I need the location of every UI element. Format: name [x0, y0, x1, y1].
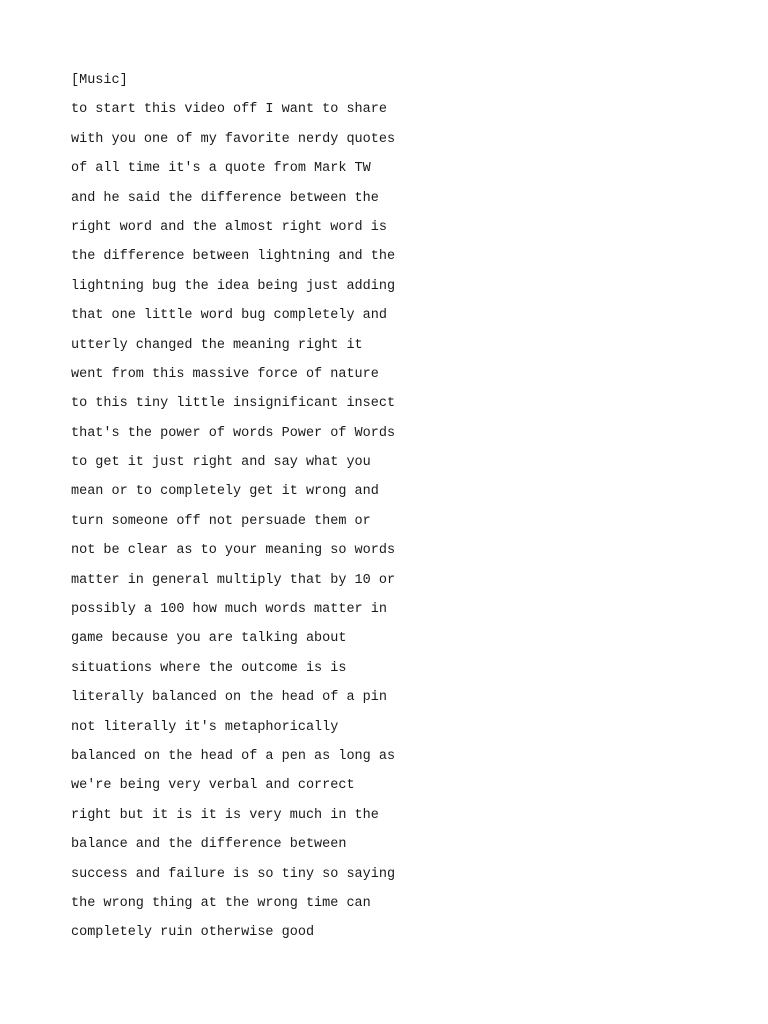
transcript-line: right word and the almost right word is [71, 219, 387, 235]
transcript-line: not literally it's metaphorically [71, 719, 339, 735]
transcript-line: not be clear as to your meaning so words [71, 543, 396, 559]
transcript-line: literally balanced on the head of a pin [71, 690, 387, 706]
transcript-line: situations where the outcome is is [71, 660, 347, 676]
transcript-line: completely ruin otherwise good [71, 925, 315, 941]
transcript-line: and he said the difference between the [71, 190, 379, 206]
transcript-line: right but it is it is very much in the [71, 807, 379, 823]
transcript-line: we're being very verbal and correct [71, 778, 355, 794]
transcript-line: success and failure is so tiny so saying [71, 866, 396, 882]
transcript-line: possibly a 100 how much words matter in [71, 602, 387, 618]
transcript-line: [Music] [71, 73, 128, 88]
transcript-text [71, 66, 395, 948]
transcript-line: the difference between lightning and the [71, 249, 396, 265]
transcript-line: utterly changed the meaning right it [71, 337, 363, 353]
transcript-line: turn someone off not persuade them or [71, 513, 371, 529]
transcript-line: went from this massive force of nature [71, 366, 379, 382]
transcript-line: that's the power of words Power of Words [71, 425, 396, 441]
transcript-line: of all time it's a quote from Mark TW [71, 161, 371, 177]
transcript-line: mean or to completely get it wrong and [71, 484, 379, 500]
transcript-line: to this tiny little insignificant insect [71, 396, 396, 412]
transcript-line: balanced on the head of a pen as long as [71, 748, 396, 764]
transcript-line: matter in general multiply that by 10 or [71, 572, 396, 588]
transcript-line: to start this video off I want to share [71, 102, 387, 118]
transcript-line: balance and the difference between [71, 837, 347, 853]
transcript-line: with you one of my favorite nerdy quotes [71, 131, 396, 147]
transcript-line: game because you are talking about [71, 631, 347, 647]
transcript-line: to get it just right and say what you [71, 455, 371, 471]
transcript-line: the wrong thing at the wrong time can [71, 895, 371, 911]
transcript-line: that one little word bug completely and [71, 308, 387, 324]
transcript-line: lightning bug the idea being just adding [71, 278, 396, 294]
